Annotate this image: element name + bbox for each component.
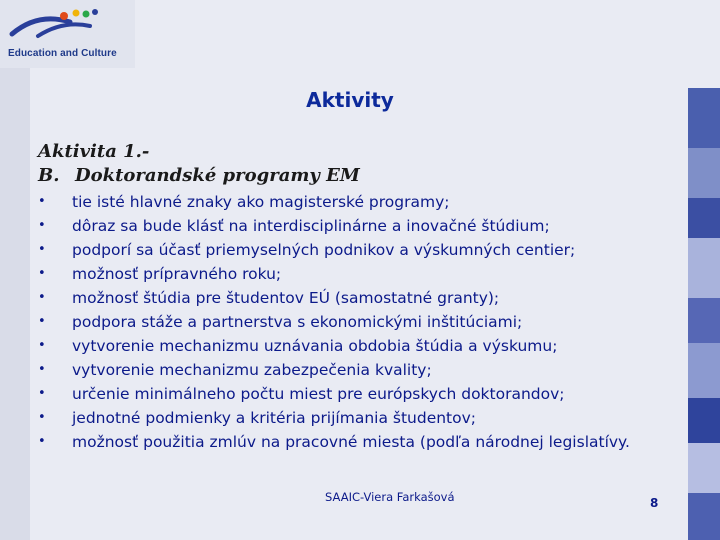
bullet-icon: • xyxy=(38,290,46,305)
bullet-icon: • xyxy=(38,434,46,449)
bullet-icon: • xyxy=(38,362,46,377)
bullet-icon: • xyxy=(38,218,46,233)
list-item xyxy=(36,310,686,334)
list-item-text: určenie minimálneho počtu miest pre európskych doktorandov; xyxy=(72,385,565,403)
list-item xyxy=(36,382,686,406)
list-item-text: možnosť prípravného roku; xyxy=(72,265,282,283)
tile xyxy=(688,443,720,493)
list-item xyxy=(36,214,686,238)
list-item xyxy=(36,358,686,382)
right-decoration xyxy=(688,88,720,540)
bullet-icon: • xyxy=(38,266,46,281)
section-heading xyxy=(38,140,360,188)
slide-title-text: Aktivity xyxy=(306,88,394,112)
footer-author: SAAIC-Viera Farkašová xyxy=(325,490,455,504)
list-item-text: podpora stáže a partnerstva s ekonomickými inštitúciami; xyxy=(72,313,523,331)
list-item-text: jednotné podmienky a kritéria prijímania študentov; xyxy=(72,409,477,427)
list-item xyxy=(36,238,686,262)
bullet-icon: • xyxy=(38,314,46,329)
bullet-icon: • xyxy=(38,338,46,353)
list-item xyxy=(36,430,686,454)
tile xyxy=(688,298,720,343)
bullet-icon: • xyxy=(38,386,46,401)
list-item-text: vytvorenie mechanizmu uznávania obdobia štúdia a výskumu; xyxy=(72,337,558,355)
list-item-text: dôraz sa bude klásť na interdisciplinárne a inovačné štúdium; xyxy=(72,217,550,235)
brand-label: Education and Culture xyxy=(8,48,117,59)
heading-line-2 xyxy=(38,164,360,188)
bullet-icon: • xyxy=(38,194,46,209)
heading-text: Doktorandské programy EM xyxy=(75,165,360,186)
tile xyxy=(688,198,720,238)
heading-label: B. xyxy=(38,165,60,186)
list-item xyxy=(36,334,686,358)
list-item xyxy=(36,262,686,286)
tile xyxy=(688,238,720,298)
eu-logo-icon xyxy=(8,4,128,44)
slide-title xyxy=(0,88,700,112)
tile xyxy=(688,398,720,443)
tile xyxy=(688,343,720,398)
header xyxy=(0,0,135,68)
list-item xyxy=(36,190,686,214)
list-item xyxy=(36,286,686,310)
left-band xyxy=(0,0,30,540)
bullet-icon: • xyxy=(38,242,46,257)
list-item-text: možnosť štúdia pre študentov EÚ (samostatné granty); xyxy=(72,289,500,307)
heading-line-1: Aktivita 1.- xyxy=(38,141,150,162)
list-item-text: vytvorenie mechanizmu zabezpečenia kvality; xyxy=(72,361,432,379)
bullet-list xyxy=(36,190,686,454)
list-item xyxy=(36,406,686,430)
list-item-text: možnosť použitia zmlúv na pracovné miesta (podľa národnej legislatívy. xyxy=(72,433,630,451)
list-item-text: tie isté hlavné znaky ako magisterské programy; xyxy=(72,193,450,211)
list-item-text: podporí sa účasť priemyselných podnikov a výskumných centier; xyxy=(72,241,576,259)
bullet-icon: • xyxy=(38,410,46,425)
tile xyxy=(688,493,720,540)
tile xyxy=(688,148,720,198)
page-number: 8 xyxy=(650,496,659,510)
